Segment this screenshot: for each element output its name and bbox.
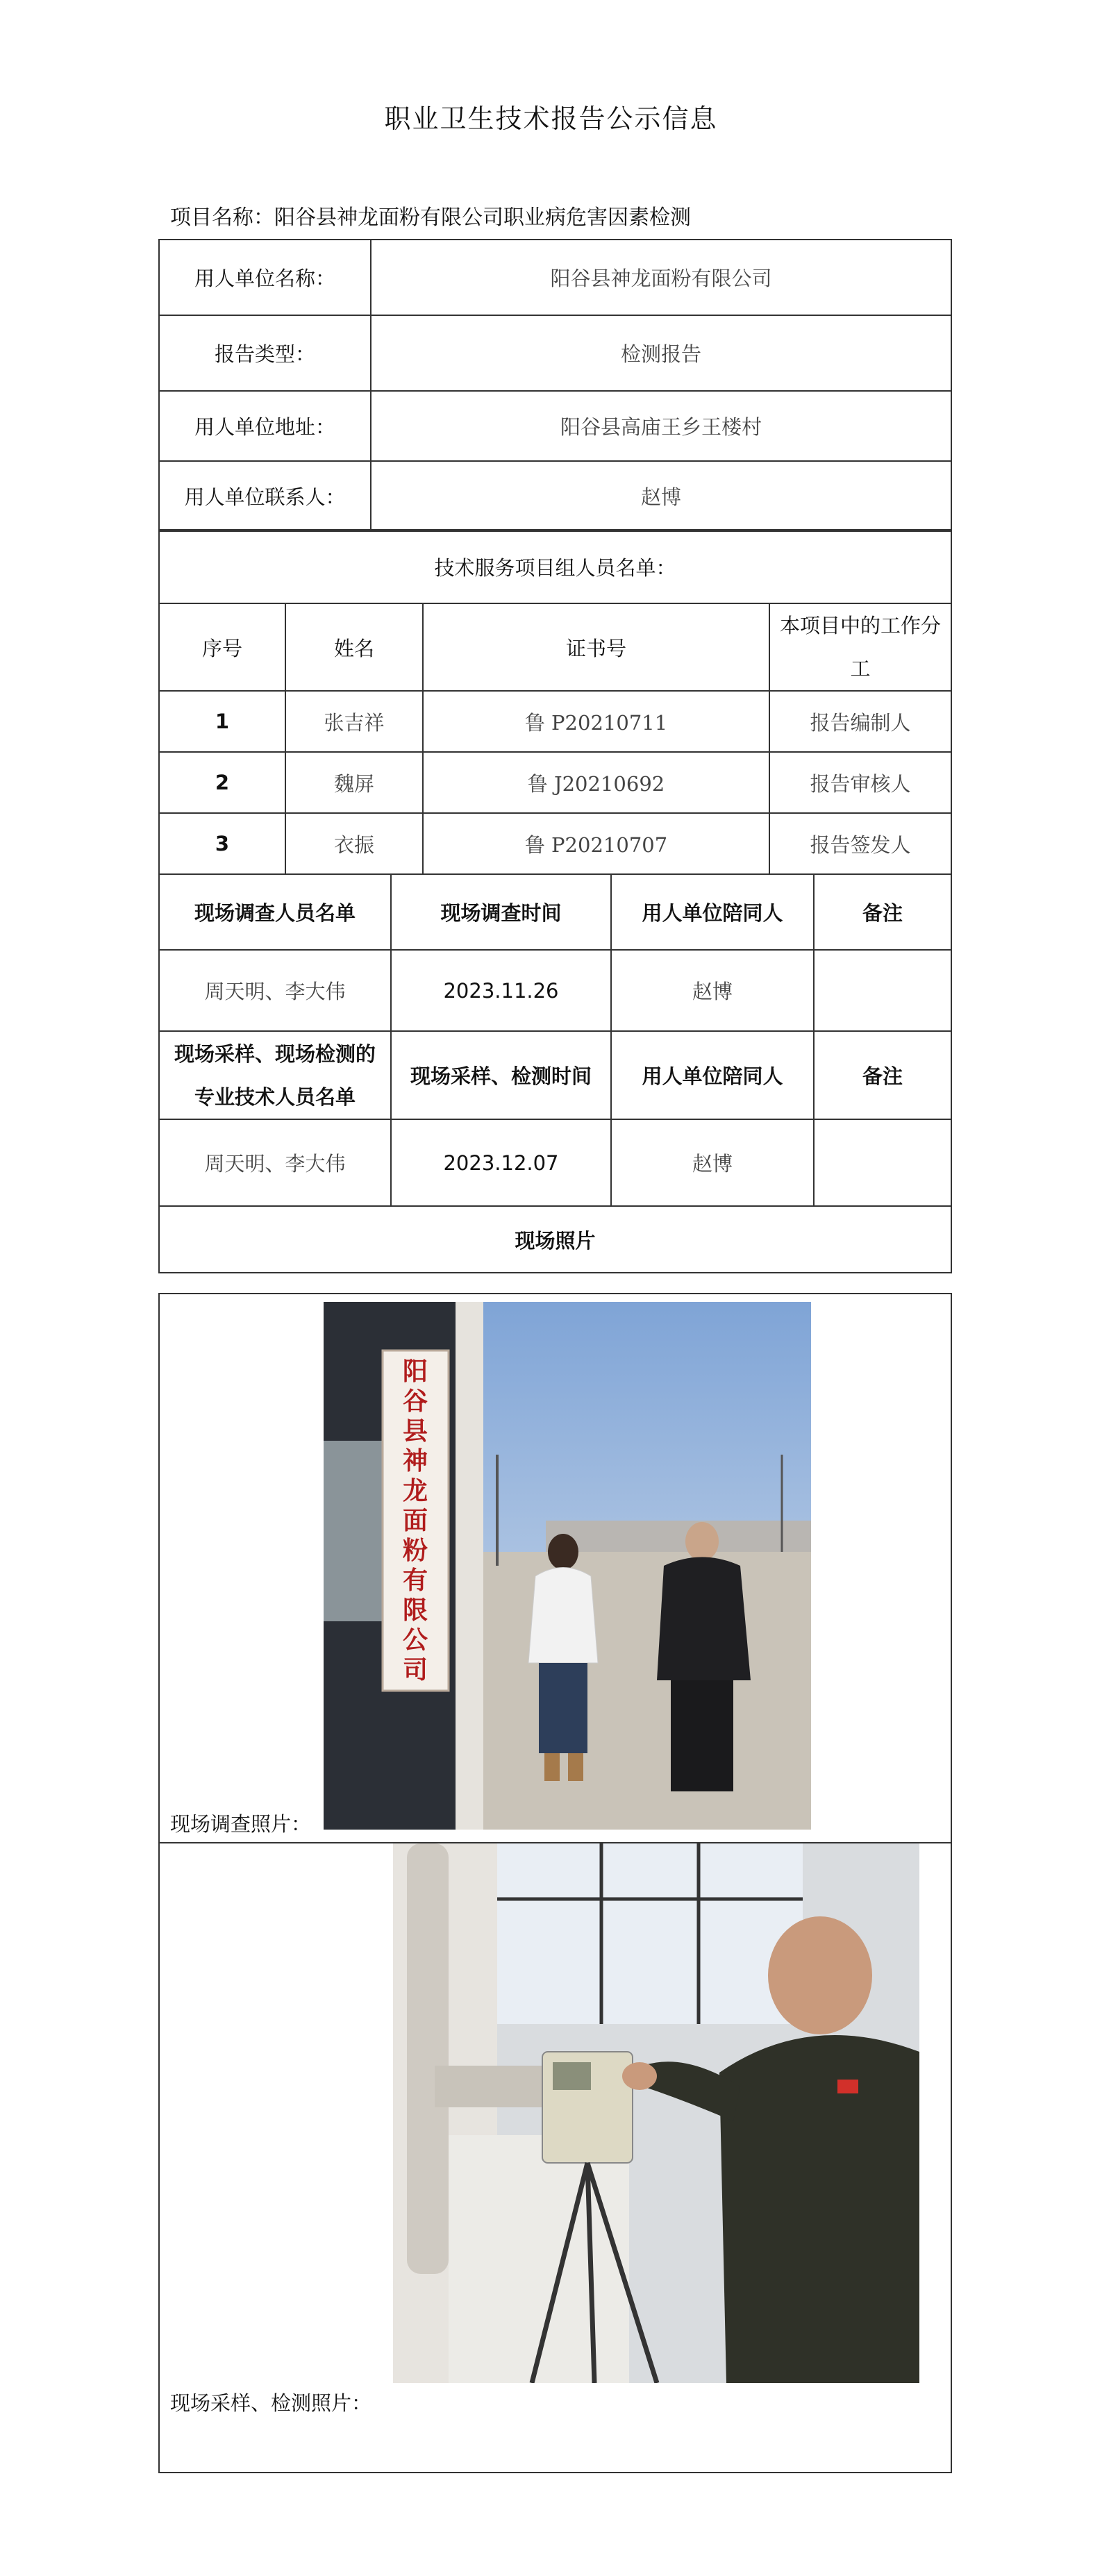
team-name: 魏屏 [285, 752, 423, 813]
survey-time: 2023.11.26 [391, 950, 611, 1031]
survey-header-people: 现场调查人员名单 [159, 874, 391, 950]
sign-character: 县 [402, 1416, 428, 1446]
sign-character: 限 [402, 1596, 428, 1625]
sampling-header-note: 备注 [814, 1031, 951, 1119]
sampling-note [814, 1119, 951, 1206]
survey-escort: 赵博 [611, 950, 814, 1031]
table-row [159, 691, 951, 752]
sign-character: 谷 [402, 1387, 428, 1416]
team-name: 张吉祥 [285, 691, 423, 752]
team-header-name: 姓名 [285, 603, 423, 691]
sign-character: 有 [402, 1566, 428, 1595]
team-no: 1 [159, 691, 285, 752]
team-cert: 鲁 P20210707 [423, 813, 769, 874]
survey-header-escort: 用人单位陪同人 [611, 874, 814, 950]
sign-character: 龙 [402, 1476, 428, 1505]
sampling-header-time: 现场采样、检测时间 [391, 1031, 611, 1119]
info-table [158, 239, 952, 532]
page-title: 职业卫生技术报告公示信息 [384, 103, 718, 134]
team-cert: 鲁 P20210711 [423, 691, 769, 752]
team-table [158, 529, 952, 875]
contact-label: 用人单位联系人： [159, 461, 371, 531]
survey-photo-image [324, 1302, 811, 1830]
project-name: 项目名称：阳谷县神龙面粉有限公司职业病危害因素检测 [170, 206, 691, 230]
team-no: 3 [159, 813, 285, 874]
team-role: 报告审核人 [769, 752, 951, 813]
sign-character: 公 [402, 1625, 428, 1655]
survey-photo-label: 现场调查照片： [170, 1812, 312, 1836]
team-cert: 鲁 J20210692 [423, 752, 769, 813]
sampling-header-people: 现场采样、现场检测的专业技术人员名单 [159, 1031, 391, 1119]
sampling-photo [393, 1843, 919, 2383]
photos-section-title: 现场照片 [159, 1206, 951, 1273]
team-name: 衣振 [285, 813, 423, 874]
table-row [159, 752, 951, 813]
team-section-title: 技术服务项目组人员名单： [159, 530, 951, 603]
team-no: 2 [159, 752, 285, 813]
table-row [159, 1119, 951, 1206]
report-type-value: 检测报告 [371, 315, 951, 391]
sampling-photo-image [393, 1843, 919, 2383]
survey-header-note: 备注 [814, 874, 951, 950]
sign-character: 阳 [402, 1357, 428, 1386]
team-header-role: 本项目中的工作分工 [769, 603, 951, 691]
team-role: 报告签发人 [769, 813, 951, 874]
survey-header-time: 现场调查时间 [391, 874, 611, 950]
sign-character: 粉 [402, 1536, 428, 1565]
sampling-people: 周天明、李大伟 [159, 1119, 391, 1206]
unit-name-label: 用人单位名称： [159, 240, 371, 315]
team-header-no: 序号 [159, 603, 285, 691]
report-type-label: 报告类型： [159, 315, 371, 391]
sampling-photo-label: 现场采样、检测照片： [170, 2391, 372, 2415]
sign-character: 神 [402, 1446, 428, 1475]
survey-photo [324, 1302, 811, 1830]
contact-value: 赵博 [371, 461, 951, 531]
sign-character: 面 [402, 1506, 428, 1535]
survey-note [814, 950, 951, 1031]
sign-character: 司 [402, 1655, 428, 1684]
sampling-time: 2023.12.07 [391, 1119, 611, 1206]
team-role: 报告编制人 [769, 691, 951, 752]
table-row [159, 950, 951, 1031]
sampling-header-escort: 用人单位陪同人 [611, 1031, 814, 1119]
table-row [159, 813, 951, 874]
sampling-escort: 赵博 [611, 1119, 814, 1206]
address-label: 用人单位地址： [159, 391, 371, 461]
unit-name-value: 阳谷县神龙面粉有限公司 [371, 240, 951, 315]
fieldwork-table [158, 873, 952, 1273]
team-header-cert: 证书号 [423, 603, 769, 691]
address-value: 阳谷县高庙王乡王楼村 [371, 391, 951, 461]
survey-people: 周天明、李大伟 [159, 950, 391, 1031]
